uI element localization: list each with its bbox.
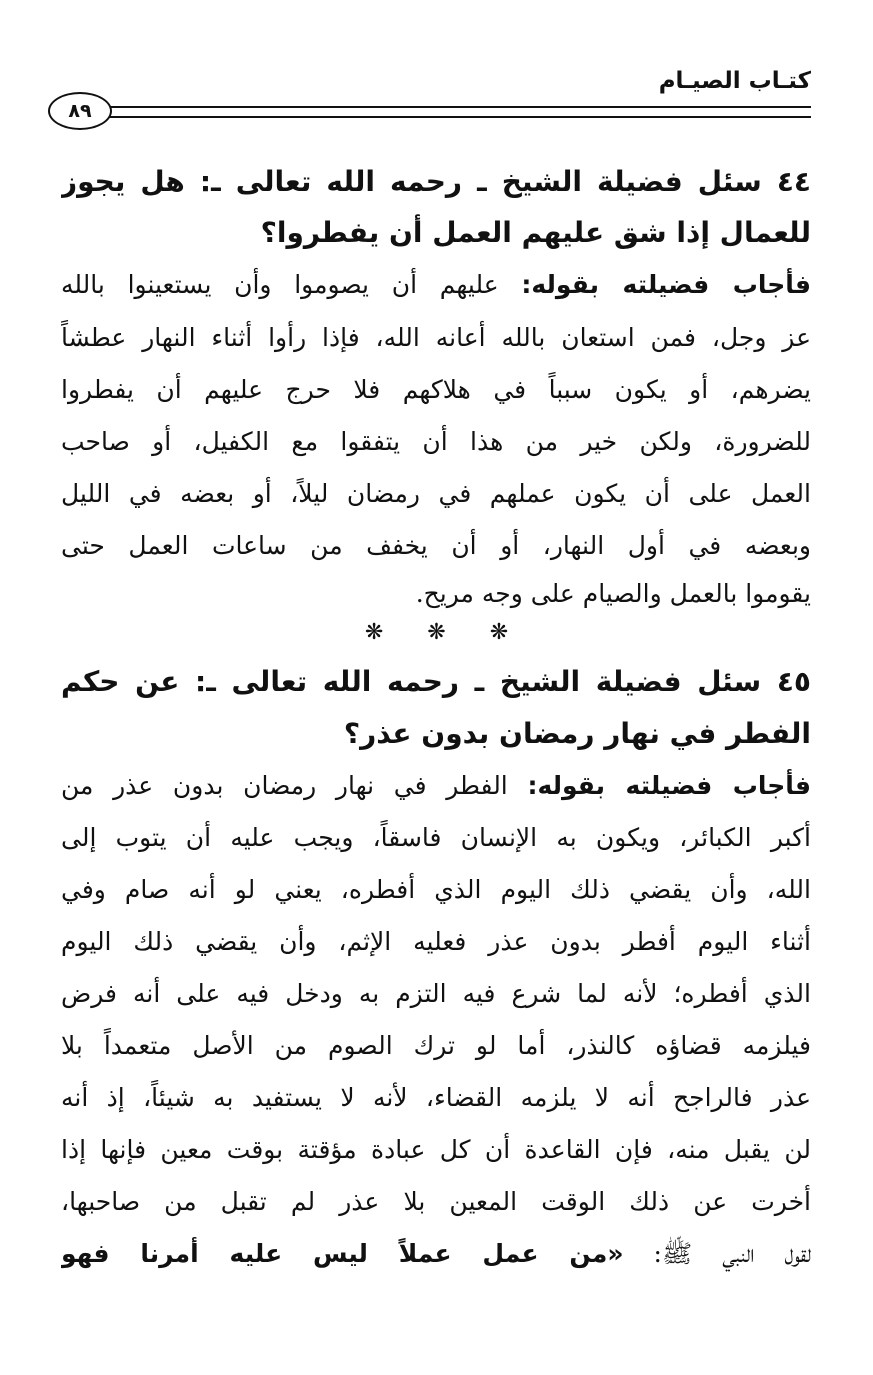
answer-44-line	[61, 263, 811, 311]
answer-45-line	[61, 764, 811, 812]
answer-44-line: يقوموا بالعمل والصيام على وجه مريح.	[415, 579, 811, 608]
page-number: ٨٩	[48, 92, 112, 130]
section-separator	[0, 618, 873, 648]
answer-44-line: يضرهم، أو يكون سبباً في هلاكهم فلا حرج عليهم أن يفطروا	[61, 375, 811, 404]
star-ornament: ❋	[427, 620, 446, 645]
answer-lead: فأجاب فضيلته بقوله:	[527, 771, 811, 800]
answer-44-line: عز وجل، فمن استعان بالله أعانه الله، فإذا رأوا أثناء النهار عطشاً	[61, 323, 811, 352]
answer-45-line: الله، وأن يقضي ذلك اليوم الذي أفطره، يعني لو أنه صام وفي	[61, 875, 811, 904]
answer-44-text: عليهم أن يصوموا وأن يستعينوا بالله	[61, 270, 522, 299]
answer-45-line: الذي أفطره؛ لأنه لما شرع فيه التزم به ودخل فيه على أنه فرض	[61, 979, 811, 1008]
question-44-line: للعمال إذا شق عليهم العمل أن يفطروا؟	[260, 216, 811, 249]
answer-45-line: فيلزمه قضاؤه كالنذر، أما لو ترك الصوم من الأصل متعمداً بلا	[61, 1031, 811, 1060]
answer-45-text: لقول النبي ﷺ:	[623, 1239, 811, 1268]
answer-lead: فأجاب فضيلته بقوله:	[521, 270, 811, 299]
star-ornament: ❋	[489, 620, 509, 645]
answer-44-line: العمل على أن يكون عملهم في رمضان ليلاً، أو بعضه في الليل	[61, 479, 811, 508]
answer-45-line: أكبر الكبائر، ويكون به الإنسان فاسقاً، ويجب عليه أن يتوب إلى	[61, 823, 811, 852]
question-44-line: ٤٤ سئل فضيلة الشيخ ـ رحمه الله تعالى ـ: هل يجوز	[61, 165, 811, 198]
hadith-quote: «من عمل عملاً ليس عليه أمرنا فهو	[61, 1239, 624, 1268]
question-45-line: الفطر في نهار رمضان بدون عذر؟	[343, 717, 811, 750]
answer-44-line: وبعضه في أول النهار، أو أن يخفف من ساعات العمل حتى	[61, 531, 811, 560]
header-double-rule	[104, 106, 811, 118]
answer-45-line: عذر فالراجح أنه لا يلزمه القضاء، لأنه لا يستفيد به شيئاً، إذ أنه	[61, 1083, 811, 1112]
answer-45-line: أثناء اليوم أفطر بدون عذر فعليه الإثم، وأن يقضي ذلك اليوم	[61, 927, 811, 956]
answer-45-text: الفطر في نهار رمضان بدون عذر من	[61, 771, 528, 800]
answer-45-line: لن يقبل منه، فإن القاعدة أن كل عبادة مؤقتة بوقت معين فإنها إذا	[61, 1135, 811, 1164]
answer-45-line: أخرت عن ذلك الوقت المعين بلا عذر لم تقبل من صاحبها،	[61, 1187, 811, 1216]
star-ornament: ❋	[364, 620, 384, 645]
answer-45-line	[61, 1232, 811, 1280]
running-header-title: كتـاب الصيـام	[658, 68, 811, 94]
answer-44-line: للضرورة، ولكن خير من هذا أن يتفقوا مع الكفيل، أو صاحب	[61, 427, 811, 456]
question-45-line: ٤٥ سئل فضيلة الشيخ ـ رحمه الله تعالى ـ: عن حكم	[61, 665, 811, 698]
